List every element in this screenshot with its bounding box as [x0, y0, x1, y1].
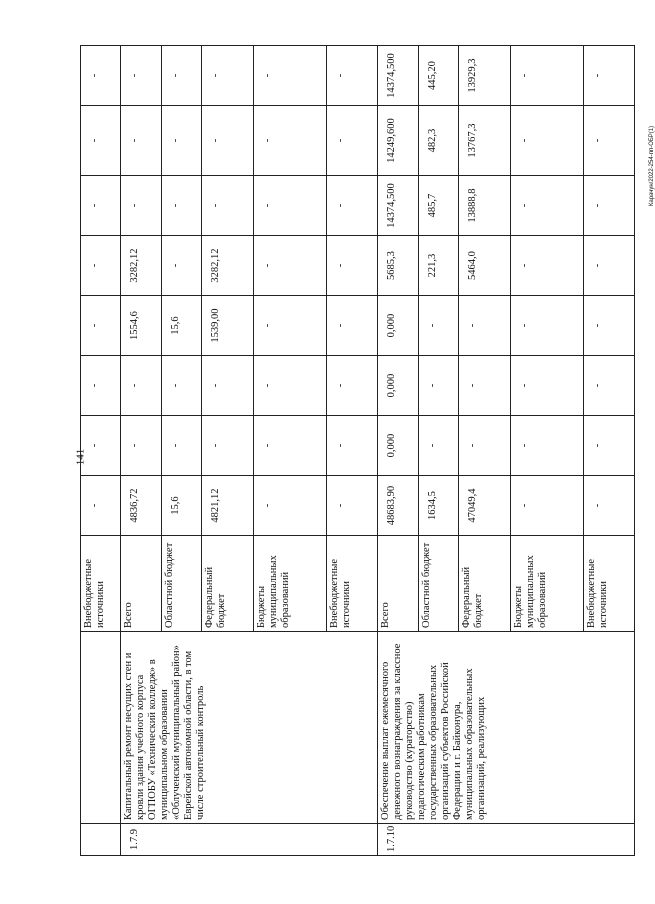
- table-row: [377, 46, 418, 856]
- value-cell: 13888,8: [459, 176, 510, 236]
- value-cell: -: [253, 296, 326, 356]
- value-cell: -: [121, 106, 162, 176]
- value-cell: -: [161, 176, 202, 236]
- value-cell: -: [510, 106, 583, 176]
- value-cell: -: [326, 106, 377, 176]
- funding-source-cell: Федеральный бюджет: [202, 536, 253, 632]
- value-cell: -: [459, 296, 510, 356]
- value-cell: -: [161, 106, 202, 176]
- table-row: [121, 46, 162, 856]
- value-cell: -: [202, 416, 253, 476]
- value-cell: 1634,5: [418, 476, 459, 536]
- row-number-cell: 1.7.10: [377, 824, 634, 856]
- value-cell: 14374,500: [377, 46, 418, 106]
- value-cell: -: [81, 416, 121, 476]
- value-cell: -: [326, 356, 377, 416]
- value-cell: -: [81, 106, 121, 176]
- value-cell: -: [202, 176, 253, 236]
- value-cell: -: [161, 416, 202, 476]
- value-cell: -: [81, 296, 121, 356]
- value-cell: -: [510, 176, 583, 236]
- value-cell: 0,000: [377, 416, 418, 476]
- funding-source-cell: Бюджеты муниципальных образований: [253, 536, 326, 632]
- value-cell: -: [161, 46, 202, 106]
- value-cell: -: [326, 176, 377, 236]
- value-cell: -: [510, 46, 583, 106]
- value-cell: 0,000: [377, 356, 418, 416]
- row-number-cell: 1.7.9: [121, 824, 378, 856]
- value-cell: -: [326, 46, 377, 106]
- value-cell: -: [510, 476, 583, 536]
- funding-source-cell: Всего: [121, 536, 162, 632]
- value-cell: -: [510, 356, 583, 416]
- value-cell: 5685,3: [377, 236, 418, 296]
- value-cell: -: [583, 46, 634, 106]
- value-cell: -: [326, 476, 377, 536]
- funding-source-cell: Бюджеты муниципальных образований: [510, 536, 583, 632]
- value-cell: -: [161, 236, 202, 296]
- value-cell: -: [253, 476, 326, 536]
- value-cell: 4821,12: [202, 476, 253, 536]
- row-number-cell: [81, 824, 121, 856]
- value-cell: -: [418, 296, 459, 356]
- value-cell: -: [121, 46, 162, 106]
- value-cell: -: [253, 416, 326, 476]
- value-cell: 47049,4: [459, 476, 510, 536]
- value-cell: -: [510, 296, 583, 356]
- budget-table: [80, 45, 635, 856]
- value-cell: -: [121, 416, 162, 476]
- value-cell: -: [202, 46, 253, 106]
- funding-source-cell: Областной бюджет: [161, 536, 202, 632]
- value-cell: -: [583, 476, 634, 536]
- rotated-table-container: [80, 46, 635, 856]
- value-cell: -: [253, 236, 326, 296]
- value-cell: -: [81, 476, 121, 536]
- value-cell: 221,3: [418, 236, 459, 296]
- value-cell: -: [459, 416, 510, 476]
- event-name-cell: [81, 632, 121, 824]
- value-cell: -: [253, 106, 326, 176]
- value-cell: 15,6: [161, 476, 202, 536]
- value-cell: 48683,90: [377, 476, 418, 536]
- value-cell: -: [81, 176, 121, 236]
- funding-source-cell: Областной бюджет: [418, 536, 459, 632]
- value-cell: -: [583, 236, 634, 296]
- value-cell: -: [510, 236, 583, 296]
- value-cell: -: [253, 356, 326, 416]
- value-cell: -: [418, 416, 459, 476]
- value-cell: -: [459, 356, 510, 416]
- value-cell: 14249,600: [377, 106, 418, 176]
- value-cell: 0,000: [377, 296, 418, 356]
- value-cell: -: [583, 296, 634, 356]
- value-cell: -: [326, 416, 377, 476]
- event-name-cell: Обеспечение выплат ежемесячного денежного вознаграждения за классное руководство (кураторство) педагогическим работникам государственных образовательных организаций субъектов Российской Федерации и г. Байконура, муниципальных образовательных организаций, реализующих: [377, 632, 634, 824]
- funding-source-cell: Внебюджетные источники: [326, 536, 377, 632]
- value-cell: -: [81, 46, 121, 106]
- value-cell: -: [161, 356, 202, 416]
- document-footer: Карачун/2022-254-пп-ОБР(1): [649, 125, 655, 207]
- value-cell: 485,7: [418, 176, 459, 236]
- value-cell: -: [253, 176, 326, 236]
- value-cell: 3282,12: [202, 236, 253, 296]
- value-cell: -: [81, 236, 121, 296]
- table-row: [81, 46, 121, 856]
- event-name-cell: Капитальный ремонт несущих стен и кровли здания учебного корпуса ОГПОБУ «Технический колледж» в муниципальном образовании «Облученский муниципальный район» Еврейской автономной области, в том числе строительный контроль: [121, 632, 378, 824]
- value-cell: 13929,3: [459, 46, 510, 106]
- value-cell: -: [326, 296, 377, 356]
- funding-source-cell: Всего: [377, 536, 418, 632]
- table-body: [81, 46, 635, 856]
- value-cell: 1554,6: [121, 296, 162, 356]
- funding-source-cell: Федеральный бюджет: [459, 536, 510, 632]
- value-cell: 482,3: [418, 106, 459, 176]
- value-cell: -: [583, 416, 634, 476]
- value-cell: -: [418, 356, 459, 416]
- value-cell: -: [583, 356, 634, 416]
- value-cell: 14374,500: [377, 176, 418, 236]
- value-cell: 13767,3: [459, 106, 510, 176]
- value-cell: -: [202, 106, 253, 176]
- value-cell: 15,6: [161, 296, 202, 356]
- value-cell: -: [510, 416, 583, 476]
- value-cell: -: [121, 356, 162, 416]
- value-cell: -: [81, 356, 121, 416]
- value-cell: 1539,00: [202, 296, 253, 356]
- value-cell: -: [583, 106, 634, 176]
- value-cell: -: [202, 356, 253, 416]
- value-cell: 5464,0: [459, 236, 510, 296]
- value-cell: 445,20: [418, 46, 459, 106]
- value-cell: 4836,72: [121, 476, 162, 536]
- value-cell: -: [121, 176, 162, 236]
- value-cell: 3282,12: [121, 236, 162, 296]
- funding-source-cell: Внебюджетные источники: [583, 536, 634, 632]
- funding-source-cell: Внебюджетные источники: [81, 536, 121, 632]
- page-number: 141: [74, 448, 87, 466]
- value-cell: -: [326, 236, 377, 296]
- value-cell: -: [253, 46, 326, 106]
- value-cell: -: [583, 176, 634, 236]
